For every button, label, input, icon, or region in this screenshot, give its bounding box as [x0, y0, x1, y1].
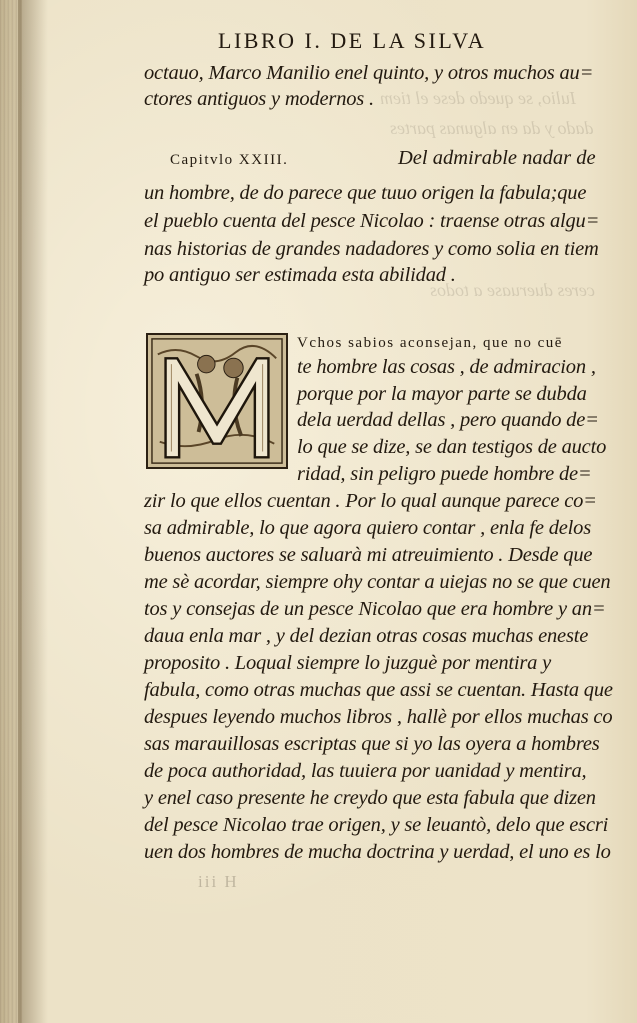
show-through-text: ceres dueruase a todos: [430, 280, 595, 300]
text-line: y enel caso presente he creydo que esta fabula que dizen: [144, 787, 596, 809]
text-line: te hombre las cosas , de admiracion ,: [297, 356, 596, 378]
chapter-title-line: nas historias de grandes nadadores y como solia en tiem: [144, 238, 599, 260]
text-line: tos y consejas de un pesce Nicolao que era hombre y an=: [144, 598, 606, 620]
chapter-title: Del admirable nadar de: [398, 147, 596, 169]
text-line: uen dos hombres de mucha doctrina y uerdad, el uno es lo: [144, 841, 611, 863]
text-line: de poca authoridad, las tuuiera por uanidad y mentira,: [144, 760, 587, 782]
show-through-text: Iulio, se quedo dese el tiem: [380, 88, 576, 108]
text-line: proposito . Loqual siempre lo juzguè por mentira y: [144, 652, 552, 674]
text-line: del pesce Nicolao trae origen, y se leuantò, delo que escri: [144, 814, 609, 836]
text-line: despues leyendo muchos libros , hallè por ellos muchas co: [144, 706, 613, 728]
text-line: sas marauillosas escriptas que si yo las oyera a hombres: [144, 733, 600, 755]
text-line: lo que se dize, se dan testigos de aucto: [297, 436, 607, 458]
chapter-title-line: un hombre, de do parece que tuuo origen la fabula;que: [144, 182, 587, 204]
text-line: buenos auctores se saluarà mi atreuimiento . Desde que: [144, 544, 593, 566]
gutter-shadow: [18, 0, 48, 1023]
text-line: zir lo que ellos cuentan . Por lo qual aunque parece co=: [144, 490, 597, 512]
signature-mark: iii H: [198, 872, 239, 891]
text-line: me sè acordar, siempre ohy contar a uiejas no se que cuen: [144, 571, 611, 593]
show-through-text: dado y da en algunas partes: [390, 118, 594, 138]
text-line: fabula, como otras muchas que assi se cuentan. Hasta que: [144, 679, 613, 701]
text-line: octauo, Marco Manilio enel quinto, y otros muchos au=: [144, 62, 594, 84]
running-header: LIBRO I. DE LA SILVA: [218, 28, 487, 53]
text-line: sa admirable, lo que agora quiero contar , enla fe delos: [144, 517, 591, 539]
chapter-title-line: el pueblo cuenta del pesce Nicolao : traense otras algu=: [144, 210, 600, 232]
chapter-title-line: po antiguo ser estimada esta abilidad .: [144, 264, 456, 286]
text-line: daua enla mar , y del dezian otras cosas muchas eneste: [144, 625, 589, 647]
decorated-initial: [146, 333, 288, 469]
chapter-label: Capitvlo XXIII.: [170, 152, 289, 168]
text-line-opening: [297, 330, 563, 353]
decorated-initial-m-image: [148, 335, 286, 467]
text-line: dela uerdad dellas , pero quando de=: [297, 409, 599, 431]
opening-small-caps: Vchos sabios aconsejan, que no cuē: [297, 335, 563, 351]
text-line: ridad, sin peligro puede hombre de=: [297, 463, 592, 485]
text-line: ctores antiguos y modernos .: [144, 88, 374, 110]
text-line: porque por la mayor parte se dubda: [297, 383, 587, 405]
